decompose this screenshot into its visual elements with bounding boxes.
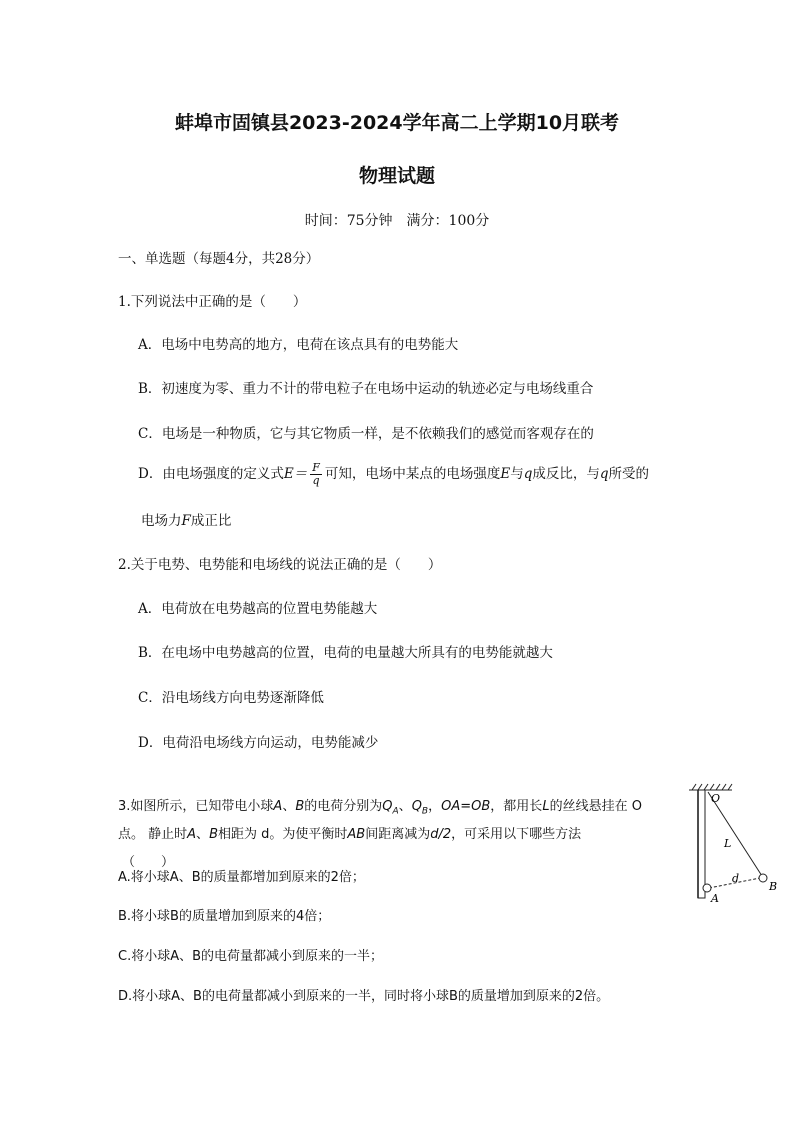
q2-option-a: A．电荷放在电势越高的位置电势能越大	[138, 601, 378, 617]
q2-stem: 2.关于电势、电势能和电场线的说法正确的是（ ）	[118, 557, 442, 573]
label-b: B	[769, 880, 778, 893]
q3-stem-line1: 3.如图所示，已知带电小球A、B的电荷分别为$Q_A$、$Q_B$，OA=OB，都用长L的丝线悬挂在 O	[118, 799, 642, 817]
label-o: O	[711, 792, 721, 805]
section-heading: 一、单选题（每题4分，共28分）	[118, 251, 320, 267]
exam-title: 蚌埠市固镇县2023-2024学年高二上学期10月联考	[174, 112, 620, 134]
fraction-f-over-q: $\frac{F}{q}$	[312, 461, 320, 487]
q3-stem-line2: 点。 静止时A、B相距为 d。为使平衡时AB间距离减为d/2，可采用以下哪些方法	[118, 827, 582, 842]
pendulum-figure	[684, 780, 784, 906]
q1-option-d: D．由电场强度的定义式E＝ $\frac{F}{q}$ 可知，电场中某点的电场强度E与q成反比，与q所受的	[138, 461, 649, 487]
formula-lhs: E＝	[283, 466, 308, 482]
label-l: L	[724, 837, 732, 850]
q2-option-d: D．电荷沿电场线方向运动，电势能减少	[138, 735, 379, 751]
q2-option-b: B．在电场中电势越高的位置，电荷的电量越大所具有的电势能就越大	[138, 645, 553, 661]
q1-option-b: B．初速度为零、重力不计的带电粒子在电场中运动的轨迹必定与电场线重合	[138, 381, 594, 397]
exam-meta: 时间：75分钟 满分：100分	[304, 213, 490, 229]
label-d: d	[732, 872, 740, 885]
q1-stem: 1.下列说法中正确的是（ ）	[118, 294, 307, 310]
q2-option-c: C．沿电场线方向电势逐渐降低	[138, 690, 324, 706]
q1-option-a: A．电场中电势高的地方，电荷在该点具有的电势能大	[138, 337, 459, 353]
ball-b	[759, 874, 767, 882]
ceiling-hatch	[689, 784, 732, 790]
q3-option-b: B.将小球B的质量增加到原来的4倍；	[118, 909, 331, 924]
label-a: A	[711, 892, 719, 905]
exam-subtitle: 物理试题	[358, 165, 435, 187]
ball-a	[703, 884, 711, 892]
q3-option-c: C.将小球A、B的电荷量都减小到原来的一半；	[118, 949, 384, 964]
q1-option-d-cont: 电场力F成正比	[141, 513, 232, 529]
q3-option-d: D.将小球A、B的电荷量都减小到原来的一半，同时将小球B的质量增加到原来的2倍。	[118, 989, 610, 1004]
q3-answer-blank: （ ）	[122, 855, 175, 870]
vertical-support	[698, 790, 705, 898]
q1-option-c: C．电场是一种物质，它与其它物质一样，是不依赖我们的感觉而客观存在的	[138, 426, 594, 442]
q3-option-a: A.将小球A、B的质量都增加到原来的2倍；	[118, 870, 365, 885]
